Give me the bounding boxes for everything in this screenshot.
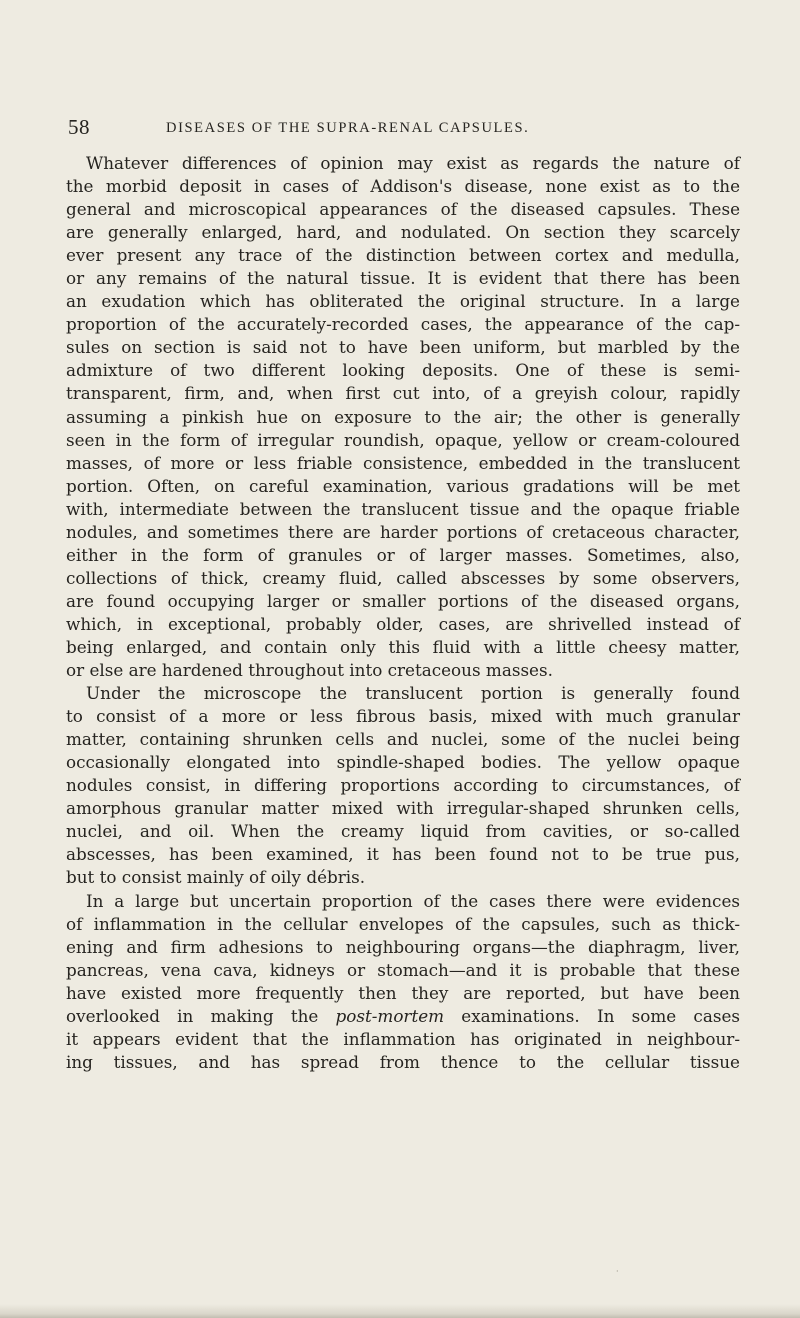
print-speck: · — [616, 1267, 619, 1276]
text-line: ening and firm adhesions to neighbouring organs—the diaphragm, liver, — [66, 936, 740, 957]
text-line: transparent, firm, and, when first cut into, of a greyish colour, rapidly — [66, 383, 740, 404]
text-line: it appears evident that the inflammation has originated in neighbour- — [66, 1028, 740, 1049]
body-text — [66, 152, 740, 1074]
running-title: DISEASES OF THE SUPRA-RENAL CAPSULES. — [166, 120, 530, 136]
text-line: to consist of a more or less fibrous basis, mixed with much granular — [66, 706, 740, 727]
text-line: have existed more frequently then they are reported, but have been — [66, 982, 740, 1003]
text-line: seen in the form of irregular roundish, opaque, yellow or cream-coloured — [66, 429, 740, 450]
text-line: pancreas, vena cava, kidneys or stomach—and it is probable that these — [66, 959, 740, 980]
text-line: which, in exceptional, probably older, cases, are shrivelled instead of — [66, 613, 740, 634]
text-line: nuclei, and oil. When the creamy liquid from cavities, or so-called — [66, 821, 740, 842]
text-line: are found occupying larger or smaller portions of the diseased organs, — [66, 590, 740, 611]
text-line: abscesses, has been examined, it has been found not to be true pus, — [66, 844, 740, 865]
text-line: masses, of more or less friable consistence, embedded in the translucent — [66, 452, 740, 473]
text-line: of inflammation in the cellular envelopes of the capsules, such as thick- — [66, 913, 740, 934]
text-line: either in the form of granules or of larger masses. Sometimes, also, — [66, 544, 740, 565]
text-line: amorphous granular matter mixed with irregular-shaped shrunken cells, — [66, 798, 740, 819]
text-line: Under the microscope the translucent portion is generally found — [86, 683, 740, 704]
text-line: or any remains of the natural tissue. It is evident that there has been — [66, 268, 740, 289]
text-line: proportion of the accurately-recorded cases, the appearance of the cap- — [66, 314, 740, 335]
page-header — [68, 116, 740, 138]
text-line: nodules, and sometimes there are harder portions of cretaceous character, — [66, 521, 740, 542]
page-bottom-edge — [0, 1304, 800, 1318]
italic-term: post-mortem — [335, 1005, 445, 1026]
text-line: overlooked in making the post-mortem examinations. In some cases — [66, 1005, 740, 1026]
text-line: general and microscopical appearances of the diseased capsules. These — [66, 199, 740, 220]
text-line: but to consist mainly of oily débris. — [66, 867, 366, 888]
text-line: ing tissues, and has spread from thence to the cellular tissue — [66, 1051, 740, 1072]
text-line: being enlarged, and contain only this fluid with a little cheesy matter, — [66, 636, 740, 657]
text-line: occasionally elongated into spindle-shaped bodies. The yellow opaque — [66, 752, 740, 773]
text-line: an exudation which has obliterated the original structure. In a large — [66, 291, 740, 312]
text-line: assuming a pinkish hue on exposure to the air; the other is generally — [66, 406, 740, 427]
text-line: admixture of two different looking deposits. One of these is semi- — [66, 360, 740, 381]
page-number: 58 — [68, 115, 90, 139]
text-line: matter, containing shrunken cells and nuclei, some of the nuclei being — [66, 729, 740, 750]
text-line: are generally enlarged, hard, and nodulated. On section they scarcely — [66, 222, 740, 243]
text-line: In a large but uncertain proportion of the cases there were evidences — [86, 890, 740, 911]
text-line: portion. Often, on careful examination, various gradations will be met — [66, 475, 740, 496]
text-line: or else are hardened throughout into cretaceous masses. — [66, 660, 553, 681]
text-line: ever present any trace of the distinction between cortex and medulla, — [66, 245, 740, 266]
text-line: with, intermediate between the translucent tissue and the opaque friable — [66, 498, 740, 519]
text-line: nodules consist, in differing proportions according to circumstances, of — [66, 775, 740, 796]
text-line: Whatever differences of opinion may exist as regards the nature of — [86, 153, 740, 173]
text-line: sules on section is said not to have been uniform, but marbled by the — [66, 337, 740, 358]
text-line: the morbid deposit in cases of Addison's disease, none exist as to the — [66, 176, 740, 197]
text-line: collections of thick, creamy fluid, called abscesses by some observers, — [66, 567, 740, 588]
